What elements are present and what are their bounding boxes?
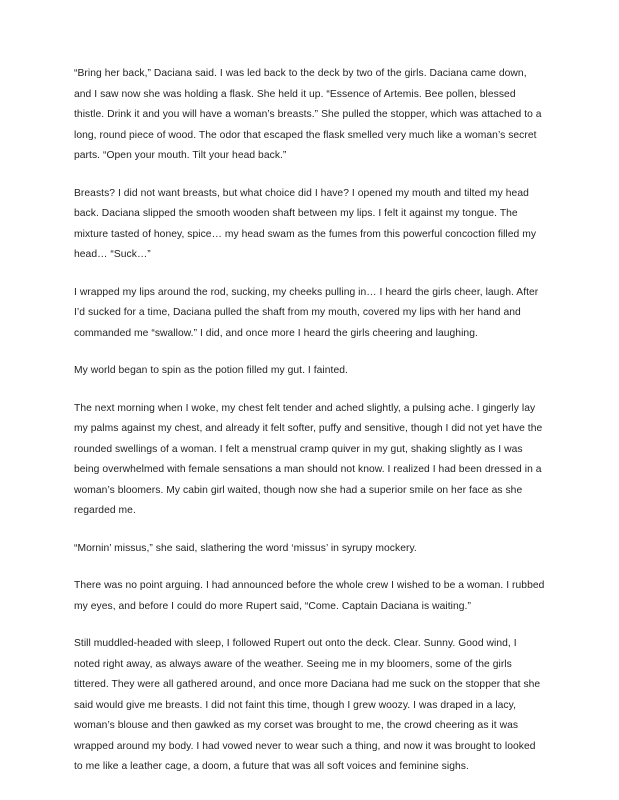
paragraph: “Mornin’ missus,” she said, slathering the word ‘missus’ in syrupy mockery. bbox=[74, 542, 417, 554]
paragraph: The next morning when I woke, my chest felt tender and ached slightly, a pulsing ache. I gingerly lay my palms against my chest, and already it felt softer, puffy and sensitive, though I did not yet have the rounded swellings of a woman. I felt a menstrual cramp quiver in my gut, shaking slightly as I was being overwhelmed with female sensations a man should not know. I realized I had been dressed in a woman’s bloomers. My cabin girl waited, though now she had a superior smile on her face as she regarded me. bbox=[74, 402, 543, 516]
paragraph: Still muddled-headed with sleep, I followed Rupert out onto the deck. Clear. Sunny. Good wind, I noted right away, as always aware of the weather. Seeing me in my bloomers, some of the girls tittered. They were all gathered around, and once more Daciana had me suck on the stopper that she said would give me breasts. I did not faint this time, though I grew woozy. I was draped in a lacy, woman’s blouse and then gawked as my corset was brought to me, the crowd cheering as it was wrapped around my body. I had vowed never to wear such a thing, and now it was brought to looked to me like a leather cage, a doom, a future that was all soft voices and feminine sighs. bbox=[74, 638, 541, 772]
paragraph: My world began to spin as the potion filled my gut. I fainted. bbox=[74, 365, 348, 376]
paragraph: I wrapped my lips around the rod, sucking, my cheeks pulling in… I heard the girls cheer, laugh. After I’d sucked for a time, Daciana pulled the shaft from my mouth, covered my lips with her hand and commanded me “swallow.” I did, and once more I heard the girls cheering and laughing. bbox=[74, 286, 539, 339]
paragraph: Breasts? I did not want breasts, but what choice did I have? I opened my mouth and tilted my head back. Daciana slipped the smooth wooden shaft between my lips. I felt it against my tongue. The mixture tasted of honey, spice… my head swam as the fumes from this powerful concoction filled my head… “Suck…” bbox=[74, 187, 537, 260]
document-body bbox=[74, 64, 545, 778]
paragraph: There was no point arguing. I had announced before the whole crew I wished to be a woman. I rubbed my eyes, and before I could do more Rupert said, “Come. Captain Daciana is waiting.” bbox=[74, 580, 545, 612]
paragraph: “Bring her back,” Daciana said. I was led back to the deck by two of the girls. Daciana came down, and I saw now she was holding a flask. She held it up. “Essence of Artemis. Bee pollen, blessed thistle. Drink it and you will have a woman’s breasts.” She pulled the stopper, which was attached to a long, round piece of wood. The odor that escaped the flask smelled very much like a woman’s secret parts. “Open your mouth. Tilt your head back.” bbox=[74, 68, 542, 161]
